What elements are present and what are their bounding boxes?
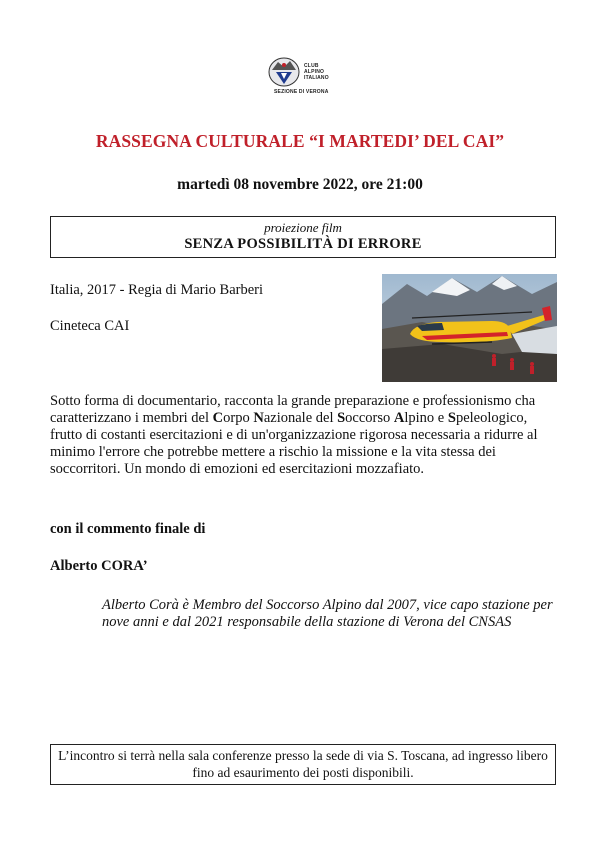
film-description [50,393,556,478]
desc-azionale: azionale del [263,410,338,426]
comment-label: con il commento finale di [50,521,206,537]
venue-notice: L’incontro si terrà nella sala conferenze presso la sede di via S. Toscana, ad ingresso libero fino ad esaurimento dei posti disponibili. [50,744,556,785]
logo-line-3: ITALIANO [304,75,329,81]
desc-lpino: lpino e [404,410,448,426]
desc-initial-a: A [393,410,405,426]
logo-line-1: CLUB [304,63,319,69]
speaker-bio: Alberto Corà è Membro del Soccorso Alpino dal 2007, vice capo stazione per nove anni e dal 2021 responsabile della stazione di Verona del CNSAS [102,597,553,630]
logo-line-2: ALPINO [304,69,325,75]
film-details: Italia, 2017 - Regia di Mario Barberi [50,282,264,298]
film-box [50,216,556,258]
desc-occorso: occorso [345,410,394,426]
desc-initial-s2: S [447,410,456,426]
cai-emblem-icon [268,56,304,88]
film-type: proiezione film [264,220,342,235]
desc-part-2: peleologico, frutto di costanti esercitazioni e di un'organizzazione rigorosa necessaria a ridurre al minimo l'errore che potrebbe mettere a rischio la missione e la vita stessa dei soccorritori. Un mondo di emozioni ed esercitazioni mozzafiato. [50,410,538,477]
film-source: Cineteca CAI [50,318,130,334]
logo-section: SEZIONE DI VERONA [274,89,329,95]
film-title: SENZA POSSIBILITÀ DI ERRORE [184,236,422,252]
desc-orpo: orpo [223,410,254,426]
logo-text [304,63,329,81]
desc-initial-c: C [212,410,224,426]
desc-initial-s1: S [337,410,346,426]
helicopter-photo [382,274,557,382]
desc-part-1: Sotto forma di documentario, racconta la grande preparazione e professionismo cha caratterizzano i membri del [50,393,536,426]
speaker-name: Alberto CORA’ [50,558,148,574]
event-date: martedì 08 novembre 2022, ore 21:00 [177,176,423,193]
desc-initial-n: N [253,410,264,426]
event-series-title: RASSEGNA CULTURALE “I MARTEDI’ DEL CAI” [95,131,505,151]
cai-logo [268,56,368,100]
